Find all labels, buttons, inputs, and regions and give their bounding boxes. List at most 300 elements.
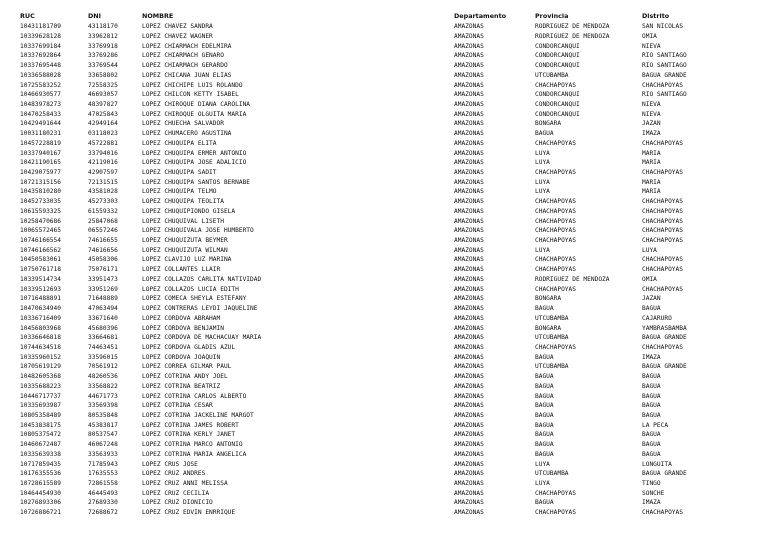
cell-dni: 33563933	[88, 450, 118, 458]
cell-departamento: AMAZONAS	[454, 402, 484, 410]
cell-ruc: 10728615589	[20, 480, 61, 488]
cell-nombre: LOPEZ CRUZ ANNI MELISSA	[142, 480, 228, 488]
cell-dni: 06557246	[88, 227, 118, 235]
cell-dni: 17635553	[88, 470, 118, 478]
cell-distrito: IMAZA	[642, 353, 661, 361]
cell-departamento: AMAZONAS	[454, 266, 484, 274]
cell-distrito: BAGUA	[642, 305, 661, 313]
cell-distrito: CHACHAPOYAS	[642, 237, 683, 245]
cell-provincia: LUYA	[535, 460, 550, 468]
cell-distrito: BAGUA	[642, 402, 661, 410]
cell-ruc: 10031180231	[20, 130, 61, 138]
cell-dni: 45722881	[88, 139, 118, 147]
table-row	[0, 207, 768, 217]
cell-provincia: RODRIGUEZ DE MENDOZA	[535, 275, 610, 283]
cell-distrito: CHACHAPOYAS	[642, 169, 683, 176]
cell-dni: 44671773	[88, 392, 118, 400]
cell-ruc: 10457228819	[20, 139, 61, 147]
cell-ruc: 10446717737	[20, 392, 61, 400]
cell-nombre: LOPEZ COLLAZOS LUCIA EDITH	[142, 285, 239, 293]
cell-dni: 43581028	[88, 188, 118, 196]
cell-distrito: BAGUA	[642, 431, 661, 439]
cell-dni: 25847068	[88, 217, 118, 225]
cell-departamento: AMAZONAS	[454, 431, 484, 439]
cell-departamento: AMAZONAS	[454, 246, 484, 254]
cell-dni: 46445493	[88, 489, 118, 497]
header-ruc: RUC	[20, 12, 35, 20]
cell-ruc: 10470258433	[20, 110, 61, 118]
cell-departamento: AMAZONAS	[454, 217, 484, 225]
cell-dni: 47025843	[88, 110, 118, 118]
cell-dni: 75076171	[88, 266, 118, 274]
cell-nombre: LOPEZ CRUZ DIONICIO	[142, 499, 213, 507]
cell-departamento: AMAZONAS	[454, 169, 484, 176]
cell-nombre: LOPEZ CHIROQUE OLGUITA MARIA	[142, 110, 247, 118]
cell-ruc: 10339514734	[20, 275, 61, 283]
cell-provincia: BAGUA	[535, 382, 554, 390]
cell-dni: 27689330	[88, 499, 118, 507]
cell-provincia: BONGARA	[535, 120, 562, 128]
cell-distrito: IMAZA	[642, 130, 661, 138]
cell-ruc: 10746166562	[20, 246, 61, 254]
cell-provincia: UTCUBAMBA	[535, 470, 569, 478]
table-row	[0, 81, 768, 91]
table-row	[0, 265, 768, 275]
cell-distrito: CHACHAPOYAS	[642, 207, 683, 215]
table-row	[0, 149, 768, 159]
table-row	[0, 324, 768, 334]
table-row	[0, 168, 768, 178]
table-row	[0, 42, 768, 52]
cell-distrito: BAGUA	[642, 373, 661, 381]
cell-departamento: AMAZONAS	[454, 343, 484, 351]
header-departamento: Departamento	[454, 12, 507, 20]
cell-distrito: MARIA	[642, 149, 661, 157]
cell-ruc: 10470634940	[20, 305, 61, 313]
cell-ruc: 10335960152	[20, 353, 61, 361]
cell-departamento: AMAZONAS	[454, 392, 484, 400]
cell-dni: 33769918	[88, 42, 118, 50]
table-row	[0, 197, 768, 207]
cell-departamento: AMAZONAS	[454, 237, 484, 245]
cell-dni: 74616655	[88, 237, 118, 245]
table-row	[0, 285, 768, 295]
cell-ruc: 10750761718	[20, 266, 61, 274]
cell-nombre: LOPEZ COTRINA MARCO ANTONIO	[142, 441, 243, 449]
cell-dni: 72131515	[88, 178, 118, 186]
cell-nombre: LOPEZ CHICHIPE LUIS ROLANDO	[142, 81, 243, 89]
cell-nombre: LOPEZ COTRINA BEATRIZ	[142, 382, 221, 390]
cell-nombre: LOPEZ CHUQUIZUTA BEYMER	[142, 237, 228, 245]
cell-nombre: LOPEZ CHUQUIVAL LISETH	[142, 217, 224, 225]
cell-ruc: 10726886721	[20, 509, 61, 517]
cell-distrito: BAGUA GRANDE	[642, 470, 687, 478]
table-row	[0, 460, 768, 470]
table-row	[0, 508, 768, 518]
table-row	[0, 226, 768, 236]
cell-distrito: OMIA	[642, 32, 657, 40]
cell-distrito: CHACHAPOYAS	[642, 139, 683, 147]
table-row	[0, 362, 768, 372]
cell-departamento: AMAZONAS	[454, 460, 484, 468]
cell-provincia: BAGUA	[535, 392, 554, 400]
cell-ruc: 10482605368	[20, 373, 61, 381]
cell-departamento: AMAZONAS	[454, 32, 484, 40]
cell-dni: 33962812	[88, 32, 118, 40]
cell-dni: 33769286	[88, 52, 118, 60]
cell-provincia: LUYA	[535, 246, 550, 254]
cell-ruc: 10065572465	[20, 227, 61, 235]
cell-ruc: 10336588028	[20, 71, 61, 79]
cell-distrito: JAZAN	[642, 295, 661, 303]
cell-distrito: TINGO	[642, 480, 661, 488]
table-row	[0, 129, 768, 139]
cell-distrito: NIEVA	[642, 110, 661, 118]
cell-provincia: CONDORCANQUI	[535, 91, 580, 99]
cell-provincia: CHACHAPOYAS	[535, 285, 576, 293]
cell-nombre: LOPEZ COTRINA JACKELINE MARGOT	[142, 412, 254, 419]
table-row	[0, 479, 768, 489]
cell-nombre: LOPEZ CHUQUIPA SADIT	[142, 169, 217, 176]
table-row	[0, 22, 768, 32]
cell-departamento: AMAZONAS	[454, 285, 484, 293]
cell-ruc: 10746166554	[20, 237, 61, 245]
cell-distrito: LUYA	[642, 246, 657, 254]
cell-ruc: 10337695448	[20, 62, 61, 70]
cell-nombre: LOPEZ COTRINA CARLOS ALBERTO	[142, 392, 247, 400]
cell-distrito: BAGUA	[642, 382, 661, 390]
cell-ruc: 10805358489	[20, 412, 61, 419]
header-nombre: NOMBRE	[142, 12, 174, 20]
cell-ruc: 10276893306	[20, 499, 61, 507]
cell-departamento: AMAZONAS	[454, 499, 484, 507]
cell-provincia: UTCUBAMBA	[535, 71, 569, 79]
cell-dni: 33664681	[88, 334, 118, 342]
cell-ruc: 10805375472	[20, 431, 61, 439]
table-row	[0, 90, 768, 100]
cell-dni: 45058306	[88, 256, 118, 264]
cell-nombre: LOPEZ CORDOVA DE MACHACUAY MARIA	[142, 334, 262, 342]
cell-provincia: RODRIGUEZ DE MENDOZA	[535, 23, 610, 31]
cell-distrito: IMAZA	[642, 499, 661, 507]
cell-distrito: MARIA	[642, 178, 661, 186]
table-row	[0, 294, 768, 304]
cell-distrito: CHACHAPOYAS	[642, 81, 683, 89]
cell-provincia: CHACHAPOYAS	[535, 217, 576, 225]
cell-ruc: 10744634518	[20, 343, 61, 351]
cell-departamento: AMAZONAS	[454, 188, 484, 196]
cell-provincia: LUYA	[535, 178, 550, 186]
table-row	[0, 392, 768, 402]
cell-nombre: LOPEZ CRUZ CECILIA	[142, 489, 210, 497]
cell-distrito: LA PECA	[642, 421, 669, 429]
cell-ruc: 10337692864	[20, 52, 61, 60]
cell-dni: 42949164	[88, 120, 118, 128]
cell-nombre: LOPEZ CORREA GILMAR PAUL	[142, 363, 232, 371]
cell-departamento: AMAZONAS	[454, 62, 484, 70]
cell-nombre: LOPEZ CRUS JOSE	[142, 460, 198, 468]
cell-departamento: AMAZONAS	[454, 178, 484, 186]
cell-provincia: CHACHAPOYAS	[535, 81, 576, 89]
cell-nombre: LOPEZ COTRINA MARIA ANGELICA	[142, 450, 247, 458]
cell-provincia: CHACHAPOYAS	[535, 207, 576, 215]
cell-provincia: LUYA	[535, 188, 550, 196]
cell-nombre: LOPEZ CHIROQUE DIANA CAROLINA	[142, 100, 251, 108]
cell-distrito: CAJARURO	[642, 314, 672, 322]
cell-ruc: 10717859435	[20, 460, 61, 468]
cell-departamento: AMAZONAS	[454, 52, 484, 60]
cell-ruc: 10450583061	[20, 256, 61, 264]
cell-provincia: BAGUA	[535, 441, 554, 449]
cell-provincia: CHACHAPOYAS	[535, 169, 576, 176]
cell-nombre: LOPEZ CHUQUIPA TEOLITA	[142, 198, 224, 206]
cell-departamento: AMAZONAS	[454, 421, 484, 429]
cell-dni: 71648889	[88, 295, 118, 303]
cell-nombre: LOPEZ CHICANA JUAN ELIAS	[142, 71, 232, 79]
cell-dni: 72558325	[88, 81, 118, 89]
cell-dni: 33568822	[88, 382, 118, 390]
table-row	[0, 236, 768, 246]
cell-nombre: LOPEZ CHUECHA SALVADOR	[142, 120, 224, 128]
cell-ruc: 10716488891	[20, 295, 61, 303]
cell-provincia: UTCUBAMBA	[535, 334, 569, 342]
cell-dni: 70561912	[88, 363, 118, 371]
header-distrito: Distrito	[642, 12, 670, 20]
table-row	[0, 32, 768, 42]
cell-departamento: AMAZONAS	[454, 441, 484, 449]
cell-departamento: AMAZONAS	[454, 470, 484, 478]
table-row	[0, 333, 768, 343]
cell-nombre: LOPEZ CHUQUIVALA JOSE HUMBERTO	[142, 227, 254, 235]
table-row	[0, 382, 768, 392]
cell-ruc: 10339628128	[20, 32, 61, 40]
cell-dni: 74616656	[88, 246, 118, 254]
cell-provincia: CHACHAPOYAS	[535, 489, 576, 497]
cell-nombre: LOPEZ CHILCON KETTY ISABEL	[142, 91, 239, 99]
cell-distrito: CHACHAPOYAS	[642, 227, 683, 235]
cell-nombre: LOPEZ CHUQUIPA ELITA	[142, 139, 217, 147]
cell-distrito: RIO SANTIAGO	[642, 91, 687, 99]
table-row	[0, 51, 768, 61]
table-row	[0, 158, 768, 168]
cell-nombre: LOPEZ CHAVEZ SANDRA	[142, 23, 213, 31]
table-row	[0, 255, 768, 265]
cell-ruc: 10483978273	[20, 100, 61, 108]
cell-ruc: 10460672487	[20, 441, 61, 449]
table-row	[0, 372, 768, 382]
cell-dni: 80535848	[88, 412, 118, 419]
table-row	[0, 469, 768, 479]
cell-provincia: CHACHAPOYAS	[535, 343, 576, 351]
cell-dni: 72861558	[88, 480, 118, 488]
cell-provincia: LUYA	[535, 480, 550, 488]
cell-nombre: LOPEZ CONTRERAS LEYDI JAQUELINE	[142, 305, 258, 313]
table-row	[0, 343, 768, 353]
cell-dni: 33671640	[88, 314, 118, 322]
cell-departamento: AMAZONAS	[454, 480, 484, 488]
cell-nombre: LOPEZ CHUQUIZUTA WILMAN	[142, 246, 228, 254]
cell-nombre: LOPEZ CHIARMACH EDELMIRA	[142, 42, 232, 50]
cell-provincia: BAGUA	[535, 305, 554, 313]
cell-provincia: LUYA	[535, 149, 550, 157]
cell-dni: 33658802	[88, 71, 118, 79]
cell-ruc: 10456803968	[20, 324, 61, 332]
cell-ruc: 10452733035	[20, 198, 61, 206]
cell-nombre: LOPEZ COTRINA CESAR	[142, 402, 213, 410]
cell-nombre: LOPEZ CHUQUIPA TELMO	[142, 188, 217, 196]
cell-nombre: LOPEZ CHUQUIPA ERMER ANTONIO	[142, 149, 247, 157]
cell-provincia: BAGUA	[535, 421, 554, 429]
cell-ruc: 10336646818	[20, 334, 61, 342]
cell-nombre: LOPEZ CRUZ ANDRES	[142, 470, 206, 478]
cell-distrito: SONCHE	[642, 489, 665, 497]
cell-departamento: AMAZONAS	[454, 23, 484, 31]
cell-ruc: 10721315156	[20, 178, 61, 186]
cell-provincia: BAGUA	[535, 402, 554, 410]
cell-provincia: BAGUA	[535, 412, 554, 419]
cell-nombre: LOPEZ CORDOVA JOAQUIN	[142, 353, 221, 361]
cell-dni: 45383817	[88, 421, 118, 429]
cell-ruc: 10335639338	[20, 450, 61, 458]
cell-distrito: CHACHAPOYAS	[642, 266, 683, 274]
cell-departamento: AMAZONAS	[454, 130, 484, 138]
cell-provincia: CONDORCANQUI	[535, 110, 580, 118]
cell-ruc: 10429491644	[20, 120, 61, 128]
cell-nombre: LOPEZ CRUZ EDVIN ENRRIQUE	[142, 509, 236, 517]
cell-dni: 61559332	[88, 207, 118, 215]
cell-nombre: LOPEZ CORDOVA ABRAHAM	[142, 314, 221, 322]
cell-departamento: AMAZONAS	[454, 159, 484, 167]
cell-provincia: CHACHAPOYAS	[535, 139, 576, 147]
cell-provincia: UTCUBAMBA	[535, 314, 569, 322]
table-row	[0, 119, 768, 129]
cell-departamento: AMAZONAS	[454, 120, 484, 128]
cell-provincia: CONDORCANQUI	[535, 62, 580, 70]
cell-distrito: CHACHAPOYAS	[642, 509, 683, 517]
cell-distrito: CHACHAPOYAS	[642, 198, 683, 206]
cell-departamento: AMAZONAS	[454, 412, 484, 419]
table-row	[0, 61, 768, 71]
cell-ruc: 10336716409	[20, 314, 61, 322]
table-row	[0, 275, 768, 285]
cell-distrito: NIEVA	[642, 100, 661, 108]
cell-provincia: BAGUA	[535, 431, 554, 439]
cell-distrito: BAGUA GRANDE	[642, 71, 687, 79]
cell-distrito: BAGUA	[642, 441, 661, 449]
table-row	[0, 187, 768, 197]
table-row	[0, 450, 768, 460]
cell-dni: 80537547	[88, 431, 118, 439]
cell-provincia: UTCUBAMBA	[535, 363, 569, 371]
cell-dni: 03118023	[88, 130, 118, 138]
cell-departamento: AMAZONAS	[454, 81, 484, 89]
cell-provincia: BAGUA	[535, 353, 554, 361]
cell-nombre: LOPEZ CHIARMACH GENARO	[142, 52, 224, 60]
cell-dni: 33596015	[88, 353, 118, 361]
cell-ruc: 10435810280	[20, 188, 61, 196]
cell-departamento: AMAZONAS	[454, 324, 484, 332]
cell-dni: 33951473	[88, 275, 118, 283]
cell-provincia: BAGUA	[535, 130, 554, 138]
cell-departamento: AMAZONAS	[454, 334, 484, 342]
cell-ruc: 10337699184	[20, 42, 61, 50]
cell-nombre: LOPEZ COMECA SHEYLA ESTEFANY	[142, 295, 247, 303]
cell-dni: 48397827	[88, 100, 118, 108]
cell-ruc: 10176355536	[20, 470, 61, 478]
cell-departamento: AMAZONAS	[454, 207, 484, 215]
cell-nombre: LOPEZ CHIARMACH GERARDO	[142, 62, 228, 70]
cell-nombre: LOPEZ CHAVEZ WAGNER	[142, 32, 213, 40]
cell-distrito: RIO SANTIAGO	[642, 62, 687, 70]
cell-ruc: 10258470686	[20, 217, 61, 225]
cell-nombre: LOPEZ CHUMACERO AGUSTINA	[142, 130, 232, 138]
cell-departamento: AMAZONAS	[454, 353, 484, 361]
header-provincia: Provincia	[535, 12, 569, 20]
cell-dni: 46693057	[88, 91, 118, 99]
cell-departamento: AMAZONAS	[454, 314, 484, 322]
cell-nombre: LOPEZ CHUQUIPA JOSE ADALICIO	[142, 159, 247, 167]
cell-provincia: CHACHAPOYAS	[535, 198, 576, 206]
cell-nombre: LOPEZ COTRINA KERLY JANET	[142, 431, 236, 439]
cell-provincia: CONDORCANQUI	[535, 100, 580, 108]
cell-ruc: 10429075977	[20, 169, 61, 176]
cell-provincia: BAGUA	[535, 450, 554, 458]
cell-distrito: CHACHAPOYAS	[642, 343, 683, 351]
cell-distrito: CHACHAPOYAS	[642, 217, 683, 225]
cell-departamento: AMAZONAS	[454, 110, 484, 118]
cell-distrito: SAN NICOLAS	[642, 23, 683, 31]
cell-nombre: LOPEZ COTRINA ANDY JOEL	[142, 373, 228, 381]
cell-dni: 74463451	[88, 343, 118, 351]
cell-departamento: AMAZONAS	[454, 139, 484, 147]
cell-departamento: AMAZONAS	[454, 489, 484, 497]
cell-nombre: LOPEZ COTRINA JAMES ROBERT	[142, 421, 239, 429]
cell-departamento: AMAZONAS	[454, 256, 484, 264]
table-row	[0, 71, 768, 81]
cell-provincia: LUYA	[535, 159, 550, 167]
cell-ruc: 10421190165	[20, 159, 61, 167]
cell-departamento: AMAZONAS	[454, 382, 484, 390]
table-row	[0, 489, 768, 499]
cell-nombre: LOPEZ CLAVIJO LUZ MARINA	[142, 256, 232, 264]
cell-distrito: LONGUITA	[642, 460, 672, 468]
cell-departamento: AMAZONAS	[454, 100, 484, 108]
cell-provincia: CONDORCANQUI	[535, 42, 580, 50]
cell-departamento: AMAZONAS	[454, 91, 484, 99]
cell-provincia: BAGUA	[535, 499, 554, 507]
cell-ruc: 10335693987	[20, 402, 61, 410]
cell-departamento: AMAZONAS	[454, 227, 484, 235]
cell-dni: 33794016	[88, 149, 118, 157]
cell-distrito: RIO SANTIAGO	[642, 52, 687, 60]
cell-distrito: CHACHAPOYAS	[642, 256, 683, 264]
cell-dni: 33951269	[88, 285, 118, 293]
table-row	[0, 421, 768, 431]
cell-distrito: OMIA	[642, 275, 657, 283]
cell-provincia: BONGARA	[535, 295, 562, 303]
cell-ruc: 10337940167	[20, 149, 61, 157]
cell-distrito: MARIA	[642, 159, 661, 167]
cell-ruc: 10615593325	[20, 207, 61, 215]
table-row	[0, 440, 768, 450]
cell-provincia: RODRIGUEZ DE MENDOZA	[535, 32, 610, 40]
cell-nombre: LOPEZ CHUQUIPA SANTOS BERNABE	[142, 178, 251, 186]
cell-dni: 48260536	[88, 373, 118, 381]
cell-distrito: NIEVA	[642, 42, 661, 50]
cell-ruc: 10705619129	[20, 363, 61, 371]
cell-dni: 72688672	[88, 509, 118, 517]
cell-provincia: BAGUA	[535, 373, 554, 381]
